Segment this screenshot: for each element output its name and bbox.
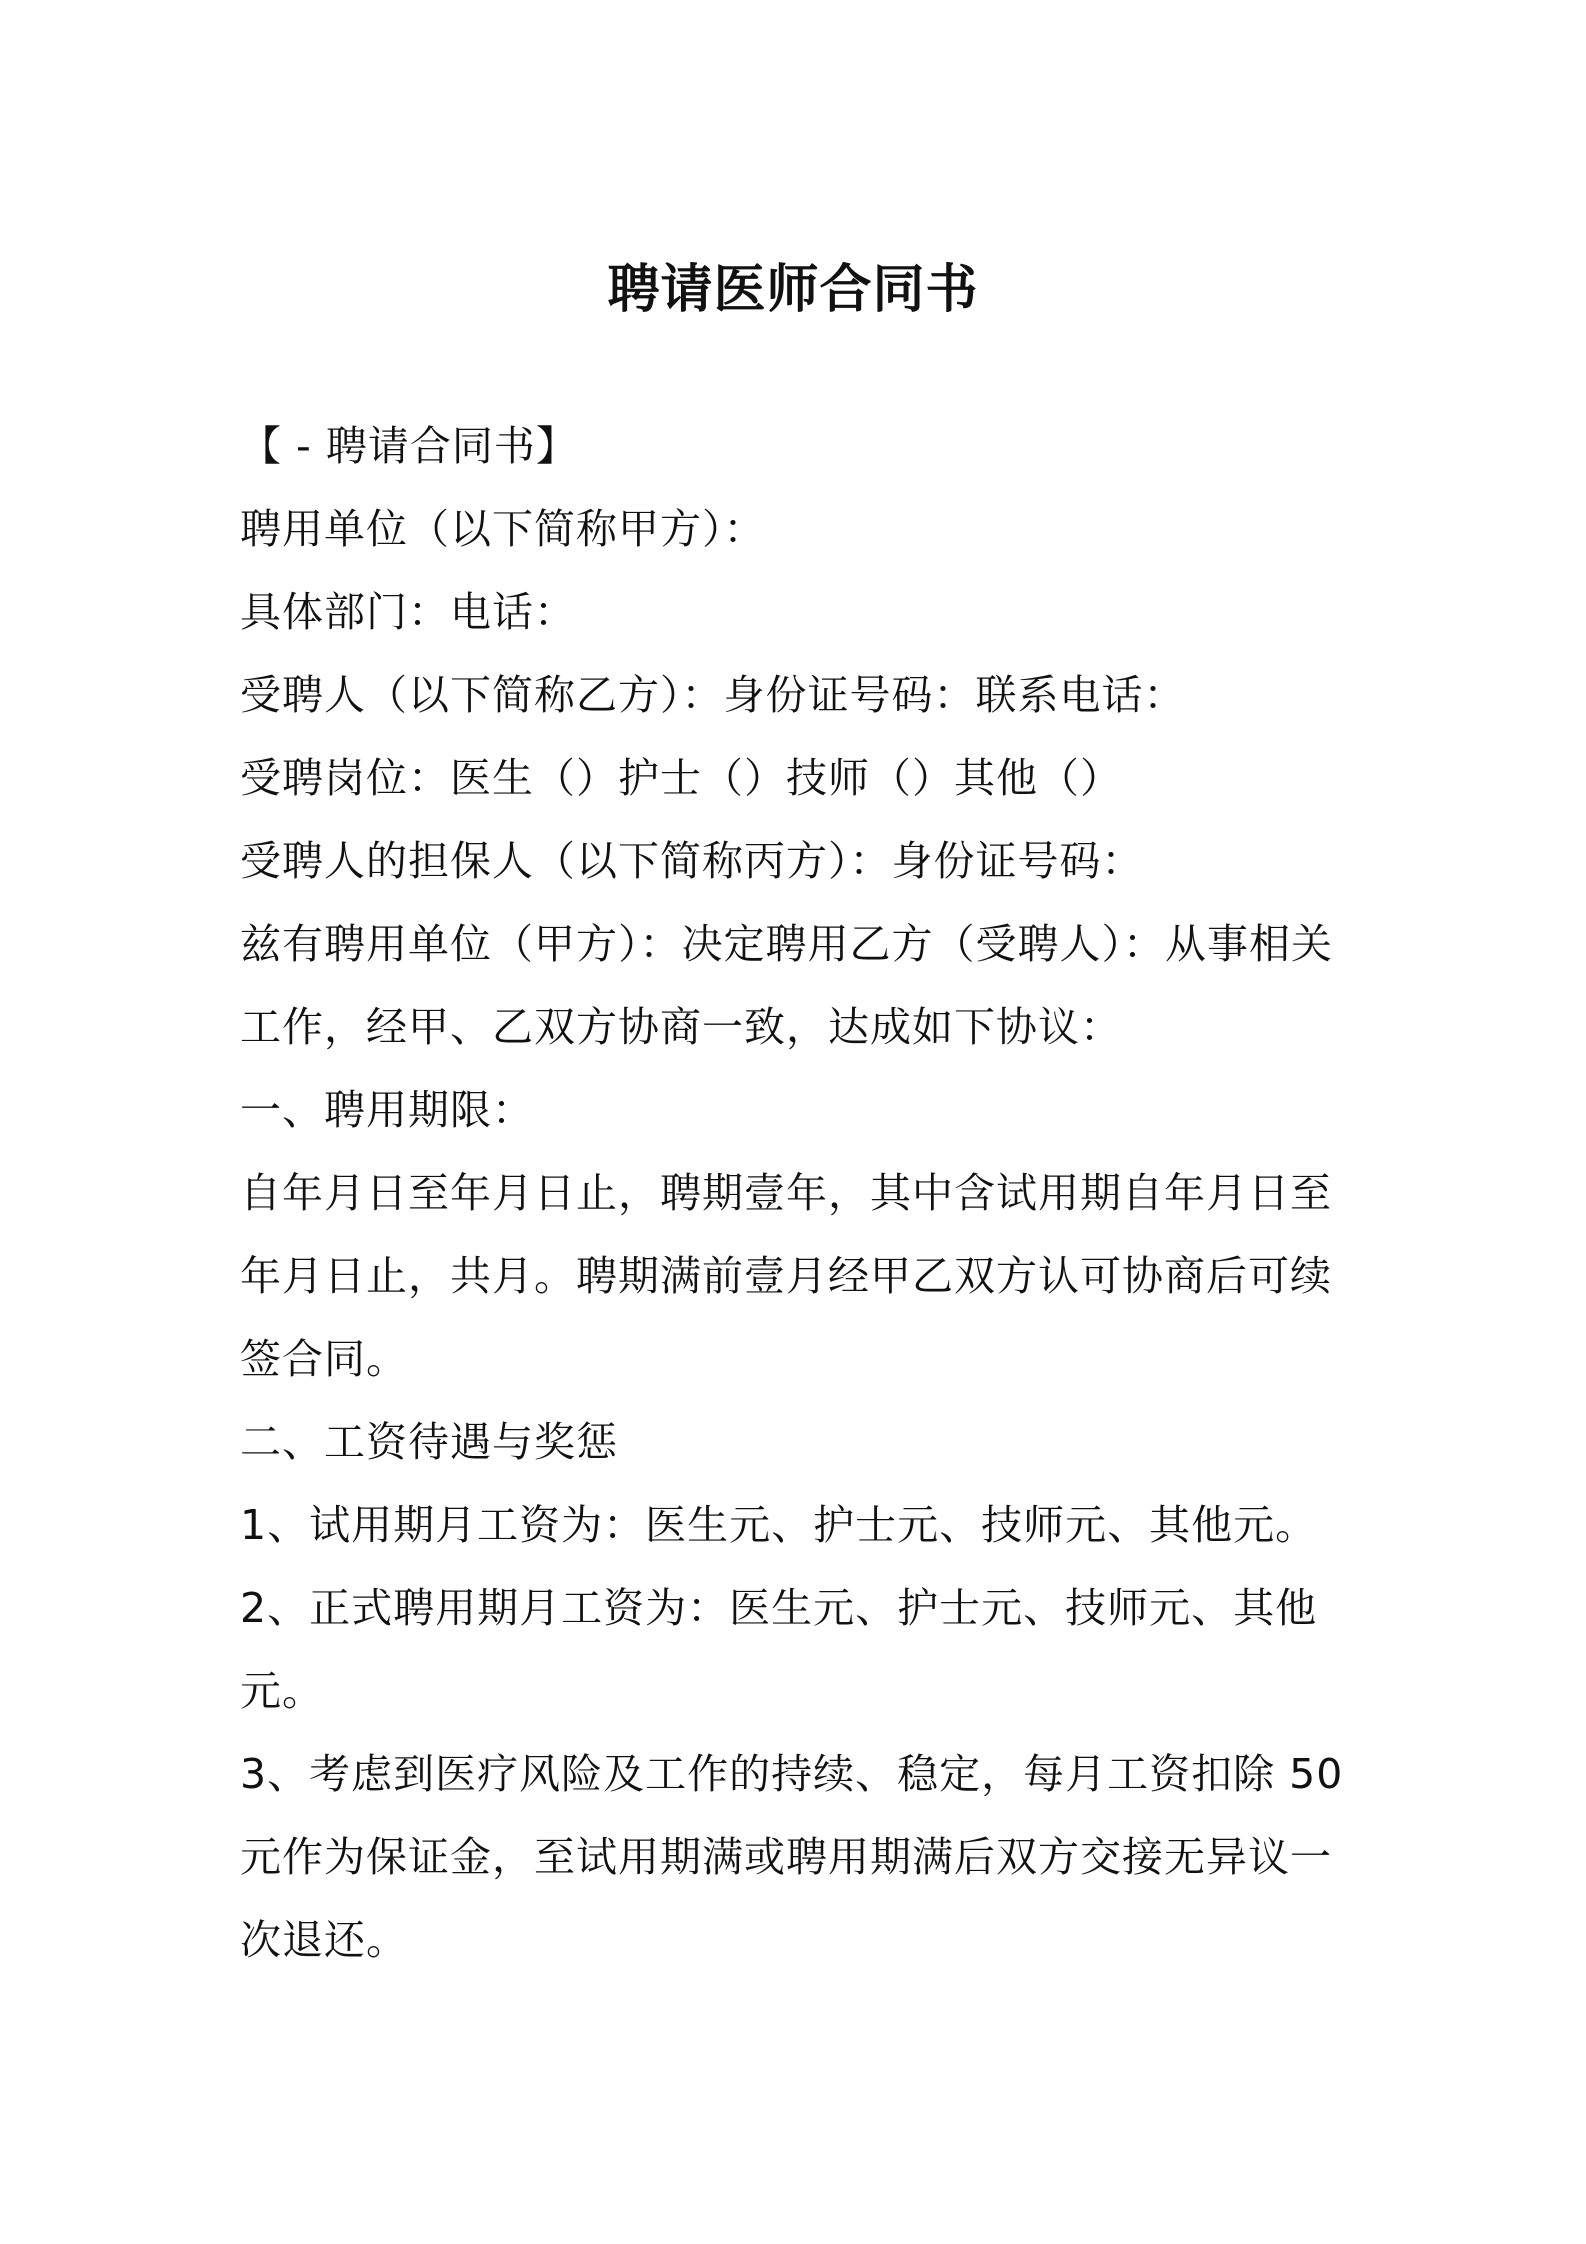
department-phone-line: 具体部门：电话： [240, 588, 576, 636]
term-paragraph-line: 自年月日至年月日止，聘期壹年，其中含试用期自年月日至 [240, 1169, 1332, 1217]
guarantor-line: 受聘人的担保人（以下简称丙方）：身份证号码： [240, 837, 1144, 885]
document-body [240, 405, 1350, 1982]
agreement-intro-line: 工作，经甲、乙双方协商一致，达成如下协议： [240, 1003, 1122, 1051]
deposit-item-line: 次退还。 [240, 1916, 408, 1964]
term-paragraph-line: 签合同。 [240, 1335, 408, 1383]
section-heading: 一、聘用期限： [240, 1086, 534, 1134]
agreement-intro-line: 兹有聘用单位（甲方）：决定聘用乙方（受聘人）：从事相关 [240, 920, 1333, 968]
section-heading: 二、工资待遇与奖惩 [240, 1418, 618, 1466]
term-paragraph-line: 年月日止，共月。聘期满前壹月经甲乙双方认可协商后可续 [240, 1252, 1332, 1300]
salary-item-line: 2、正式聘用期月工资为：医生元、护士元、技师元、其他 [240, 1584, 1318, 1632]
salary-item-line: 1、试用期月工资为：医生元、护士元、技师元、其他元。 [240, 1501, 1318, 1549]
employer-line: 聘用单位（以下简称甲方）： [240, 505, 766, 553]
deposit-item-line: 3、考虑到医疗风险及工作的持续、稳定，每月工资扣除 50 [240, 1750, 1344, 1798]
position-line: 受聘岗位：医生（）护士（）技师（）其他（） [240, 754, 1122, 802]
document-title: 聘请医师合同书 [607, 260, 979, 320]
employee-line: 受聘人（以下简称乙方）：身份证号码：联系电话： [240, 671, 1186, 719]
salary-item-line: 元。 [240, 1667, 324, 1715]
section-header-line: 【 - 聘请合同书】 [240, 422, 578, 470]
deposit-item-line: 元作为保证金，至试用期满或聘用期满后双方交接无异议一 [240, 1833, 1332, 1881]
